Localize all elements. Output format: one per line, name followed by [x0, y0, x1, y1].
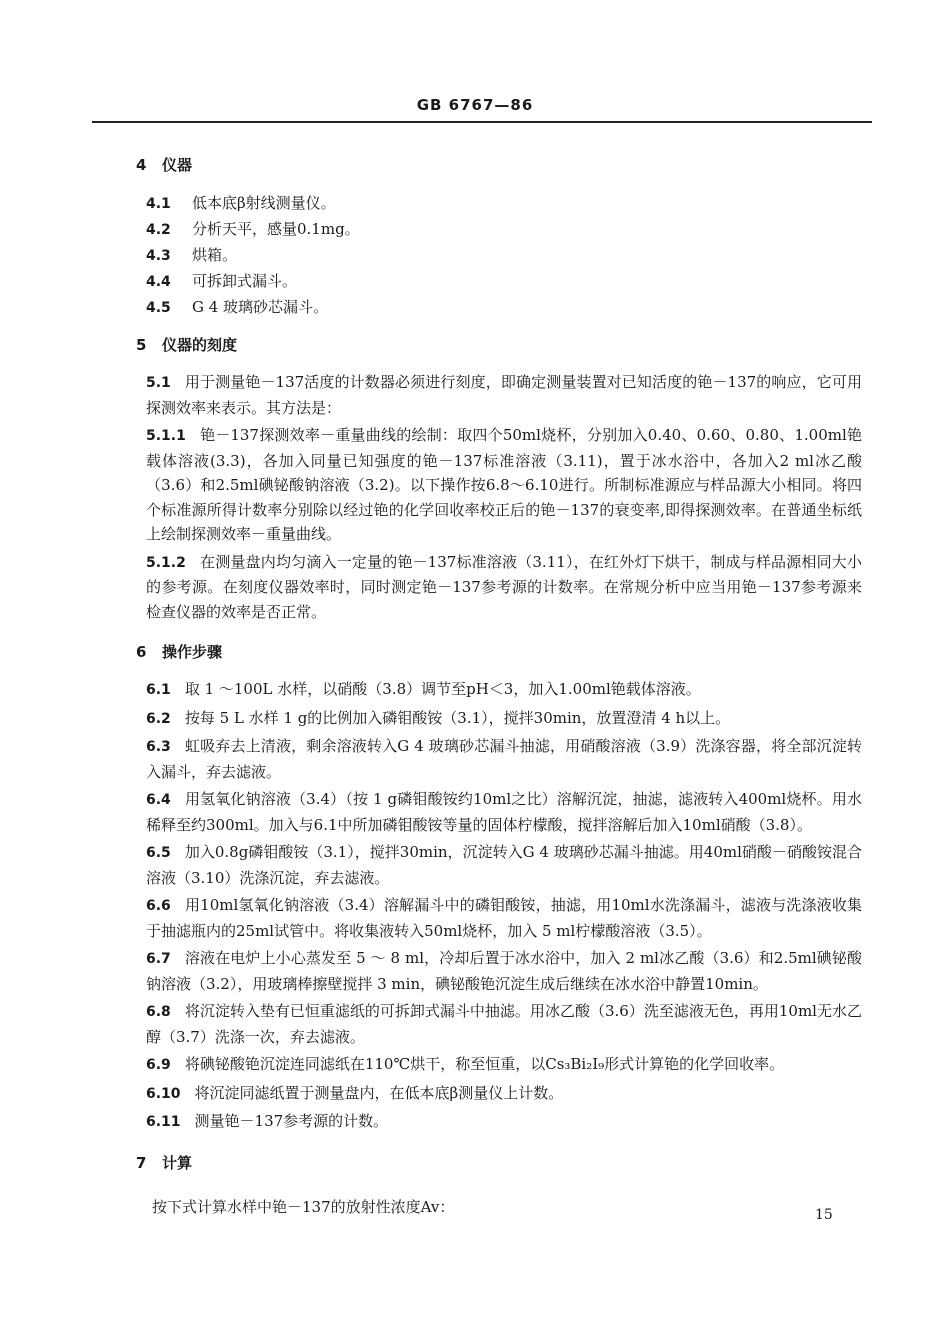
- item-number: 6.3: [146, 739, 171, 755]
- item-text: 用10ml氢氧化钠溶液（3.4）溶解漏斗中的磷钼酸铵，抽滤，用10ml水洗涤漏斗，滤液与洗涤液收集于抽滤瓶内的25ml试管中。将收集液转入50ml烧杯，加入 5 ml柠檬酸溶液（3.5）。: [146, 896, 862, 940]
- item-text: 测量铯－137参考源的计数。: [194, 1112, 389, 1130]
- item-text: 将碘铋酸铯沉淀连同滤纸在110℃烘干，称至恒重，以Cs₃Bi₂I₉形式计算铯的化学回收率。: [184, 1055, 785, 1073]
- item-number: 6.7: [146, 951, 171, 967]
- paragraph: [146, 1052, 862, 1078]
- item-text: 铯－137探测效率－重量曲线的绘制：取四个50ml烧杯，分别加入0.40、0.60、0.80、1.00ml铯载体溶液(3.3)，各加入同量已知强度的铯－137标准溶液（3.11)，置于冰水浴中，各加入2 ml冰乙酸（3.6）和2.5ml碘铋酸钠溶液（3.2)。以下操作按6.8～6.10进行。所制标准源应与样品源大小相同。将四个标准源所得计数率分别除以经过铯的化学回收率校正后的铯－137的衰变率,即得探测效率。在普通坐标纸上绘制探测效率－重量曲线。: [146, 426, 862, 543]
- item-number: 5.1.2: [146, 554, 186, 571]
- item-number: 4.2: [146, 222, 171, 238]
- item-text: 虹吸弃去上清液，剩余溶液转入G 4 玻璃砂芯漏斗抽滤，用硝酸溶液（3.9）洗涤容器，将全部沉淀转入漏斗，弃去滤液。: [146, 737, 862, 781]
- page-number: 15: [815, 1207, 833, 1223]
- item-text: 用氢氧化钠溶液（3.4）（按 1 g磷钼酸铵约10ml之比）溶解沉淀，抽滤，滤液转入400ml烧杯。用水稀释至约300ml。加入与6.1中所加磷钼酸铵等量的固体柠檬酸，搅拌溶解后加入10ml硝酸（3.8）。: [146, 790, 862, 834]
- item-text: 按每 5 L 水样 1 g的比例加入磷钼酸铵（3.1），搅拌30min，放置澄清 4 h以上。: [184, 708, 731, 727]
- paragraph: [146, 423, 862, 547]
- item-number: 5.1.1: [146, 428, 186, 444]
- item-number: 6.5: [146, 845, 171, 861]
- paragraph: [146, 787, 862, 837]
- paragraph: [146, 946, 862, 996]
- paragraph: [146, 677, 862, 703]
- item-number: 6.9: [146, 1057, 171, 1073]
- item-number: 6.10: [146, 1085, 181, 1102]
- list-item: [146, 242, 862, 268]
- page-content: [136, 150, 862, 1222]
- section-title: 仪器的刻度: [162, 336, 238, 354]
- section-number: 4: [136, 156, 147, 174]
- section-4-heading: [136, 150, 862, 180]
- item-number: 4.1: [146, 196, 171, 212]
- item-text: 低本底β射线测量仪。: [192, 194, 336, 212]
- list-item: [146, 268, 862, 294]
- paragraph: [146, 840, 862, 890]
- paragraph: [146, 1109, 862, 1135]
- item-text: 在测量盘内均匀滴入一定量的铯－137标准溶液（3.11），在红外灯下烘干，制成与样品源相同大小的参考源。在刻度仪器效率时，同时测定铯－137参考源的计数率。在常规分析中应当用铯－137参考源来检查仪器的效率是否正常。: [146, 552, 862, 621]
- standard-header: GB 6767—86: [416, 96, 534, 114]
- item-number: 6.2: [146, 710, 171, 727]
- section-7-heading: [136, 1148, 862, 1178]
- section-title: 操作步骤: [162, 643, 223, 661]
- paragraph: [146, 706, 862, 732]
- paragraph: [146, 1081, 862, 1107]
- item-text: 分析天平，感量0.1mg。: [192, 220, 360, 238]
- item-text: 用于测量铯－137活度的计数器必须进行刻度，即确定测量装置对已知活度的铯－137的响应，它可用探测效率来表示。其方法是：: [146, 373, 862, 417]
- item-number: 6.1: [146, 682, 171, 698]
- item-number: 6.4: [146, 792, 171, 808]
- paragraph: [146, 999, 862, 1049]
- item-text: 可拆卸式漏斗。: [192, 272, 298, 290]
- section-number: 5: [136, 336, 147, 354]
- item-text: 加入0.8g磷钼酸铵（3.1），搅拌30min，沉淀转入G 4 玻璃砂芯漏斗抽滤。用40ml硝酸－硝酸铵混合溶液（3.10）洗涤沉淀，弃去滤液。: [146, 843, 862, 887]
- item-number: 6.6: [146, 898, 171, 914]
- section-5-heading: [136, 330, 862, 360]
- item-number: 5.1: [146, 375, 171, 391]
- section-number: 6: [136, 643, 147, 661]
- item-text: 将沉淀转入垫有已恒重滤纸的可拆卸式漏斗中抽滤。用冰乙酸（3.6）洗至滤液无色，再用10ml无水乙醇（3.7）洗涤一次，弃去滤液。: [146, 1002, 862, 1046]
- item-text: 烘箱。: [192, 246, 238, 264]
- section-title: 计算: [162, 1153, 193, 1172]
- section-6-heading: [136, 637, 862, 667]
- item-number: 6.8: [146, 1004, 171, 1020]
- paragraph: [146, 370, 862, 420]
- item-number: 4.5: [146, 300, 171, 316]
- item-text: G 4 玻璃砂芯漏斗。: [192, 298, 329, 316]
- section-title: 仪器: [162, 156, 193, 174]
- item-text: 将沉淀同滤纸置于测量盘内，在低本底β测量仪上计数。: [194, 1083, 564, 1102]
- item-number: 4.3: [146, 248, 171, 264]
- section-number: 7: [136, 1153, 147, 1172]
- item-text: 取 1 ～100L 水样，以硝酸（3.8）调节至pH＜3，加入1.00ml铯载体溶液。: [184, 680, 701, 698]
- list-item: [146, 294, 862, 320]
- item-text: 溶液在电炉上小心蒸发至 5 ～ 8 ml，冷却后置于冰水浴中，加入 2 ml冰乙酸（3.6）和2.5ml碘铋酸钠溶液（3.2），用玻璃棒擦壁搅拌 3 min，碘铋酸铯沉淀生成后继续在冰水浴中静置10min。: [146, 949, 862, 993]
- list-item: [146, 190, 862, 216]
- item-number: 4.4: [146, 274, 171, 290]
- paragraph: [146, 550, 862, 625]
- calculation-intro: 按下式计算水样中铯－137的放射性浓度Av：: [152, 1197, 455, 1216]
- paragraph: [146, 734, 862, 784]
- item-number: 6.11: [146, 1114, 181, 1130]
- paragraph: [146, 893, 862, 943]
- list-item: [146, 216, 862, 242]
- header-rule: [92, 121, 872, 123]
